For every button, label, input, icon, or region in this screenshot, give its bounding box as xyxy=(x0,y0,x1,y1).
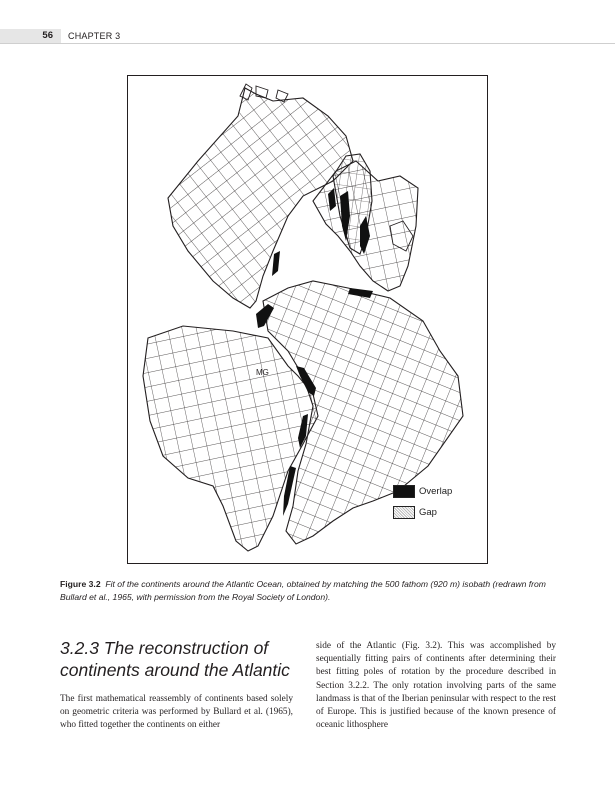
figure-legend xyxy=(393,484,452,526)
gap-swatch xyxy=(393,506,415,519)
figure-label: Figure 3.2 xyxy=(60,579,101,589)
figure-3-2 xyxy=(127,75,488,564)
legend-overlap xyxy=(393,484,452,498)
section-heading: 3.2.3 The reconstruction of continents around the Atlantic xyxy=(60,638,290,680)
page-number: 56 xyxy=(0,29,61,43)
figure-caption xyxy=(60,578,560,604)
body-paragraph-left: The first mathematical reassembly of continents based solely on geometric criteria was performed by Bullard et al. (1965), who fitted together the continents on either xyxy=(60,694,293,731)
body-column-right xyxy=(316,640,556,732)
overlap-swatch xyxy=(393,485,415,498)
body-column-left xyxy=(60,693,293,733)
inset-label: MG xyxy=(256,368,269,377)
legend-gap-label: Gap xyxy=(419,506,437,518)
legend-gap xyxy=(393,505,452,519)
body-paragraph-right: side of the Atlantic (Fig. 3.2). This was accomplished by sequentially fitting pairs of continents after determining their best fitting poles of rotation by the procedure described in Section 3.2.2. The only rotation involving parts of the same landmass is that of the Iberian peninsular with respect to the rest of Europe. This is justified because of the known presence of oceanic lithosphere xyxy=(316,641,556,731)
figure-caption-text: Fit of the continents around the Atlantic Ocean, obtained by matching the 500 fathom (920 m) isobath (redrawn from Bullard et al., 1965, with permission from the Royal Society of London). xyxy=(60,579,546,602)
running-header xyxy=(0,29,615,44)
legend-overlap-label: Overlap xyxy=(419,485,453,497)
chapter-label: CHAPTER 3 xyxy=(68,31,121,41)
